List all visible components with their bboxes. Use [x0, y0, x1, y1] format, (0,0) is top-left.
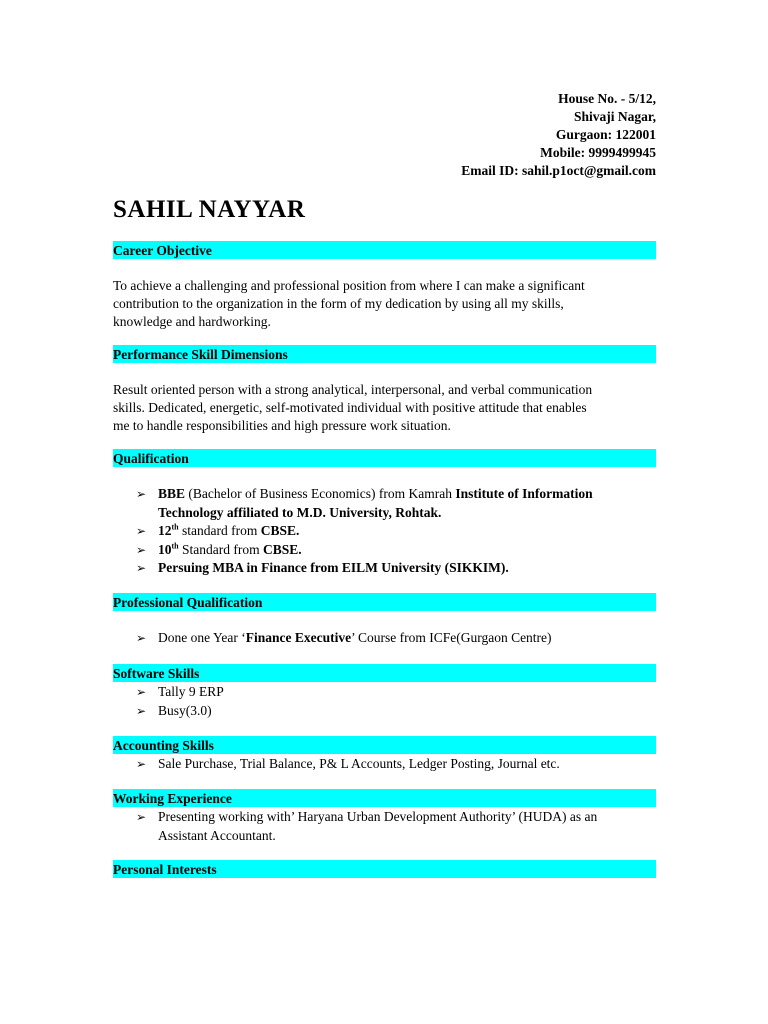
board-name: CBSE. [260, 523, 300, 538]
degree-name: BBE [158, 486, 186, 501]
standard-number: 12 [158, 523, 172, 538]
email-line: Email ID: sahil.p1oct@gmail.com [461, 163, 656, 178]
standard-text: Standard from [178, 541, 263, 557]
performance-line: Result oriented person with a strong analytical, interpersonal, and verbal communication [113, 382, 593, 397]
course-suffix: ’ Course from ICFe(Gurgaon Centre) [351, 630, 552, 645]
city-line: Gurgaon: 122001 [555, 127, 656, 142]
arrowhead-bullet-icon: ➢ [136, 631, 147, 645]
arrowhead-bullet-icon: ➢ [136, 542, 147, 557]
list-item [136, 683, 656, 702]
section-heading-professional-qualification: Professional Qualification [113, 593, 656, 611]
list-item [136, 629, 656, 648]
arrowhead-bullet-icon: ➢ [136, 810, 147, 824]
performance-line: me to handle responsibilities and high pressure work situation. [113, 418, 451, 433]
experience-line: Presenting working with’ Haryana Urban Development Authority’ (HUDA) as an [158, 809, 598, 824]
arrowhead-bullet-icon: ➢ [136, 703, 147, 718]
arrowhead-bullet-icon: ➢ [136, 524, 147, 538]
arrowhead-bullet-icon: ➢ [136, 561, 147, 575]
section-heading-personal-interests: Personal Interests [113, 860, 656, 878]
course-prefix: Done one Year ‘ [158, 630, 246, 645]
performance-line: skills. Dedicated, energetic, self-motivated individual with positive attitude that enables [113, 400, 587, 415]
standard-number: 10 [158, 541, 172, 557]
arrowhead-bullet-icon: ➢ [136, 487, 147, 501]
performance-text [113, 381, 656, 435]
standard-text: standard from [178, 523, 261, 538]
section-heading-accounting-skills: Accounting Skills [113, 736, 656, 754]
mobile-line: Mobile: 9999499945 [540, 145, 656, 160]
contact-block [461, 90, 656, 180]
working-experience-list [136, 808, 656, 845]
list-item [136, 541, 656, 560]
list-item [136, 522, 656, 541]
career-objective-text [113, 277, 656, 331]
degree-description: (Bachelor of Business Economics) from Kamrah [185, 486, 456, 501]
section-heading-working-experience: Working Experience [113, 789, 656, 807]
mba-text: Persuing MBA in Finance from EILM University (SIKKIM). [158, 560, 509, 575]
address-line-1: House No. - 5/12, [558, 91, 656, 106]
list-item [136, 559, 656, 578]
list-item [136, 755, 656, 774]
software-skill: Tally 9 ERP [158, 684, 224, 699]
course-name: Finance Executive [245, 630, 352, 645]
board-name: CBSE. [262, 541, 302, 557]
section-heading-qualification: Qualification [113, 449, 656, 467]
career-objective-line: contribution to the organization in the form of my dedication by using all my skills, [113, 296, 564, 311]
career-objective-line: knowledge and hardworking. [113, 314, 271, 329]
address-line-2: Shivaji Nagar, [573, 109, 656, 124]
ordinal-suffix: th [171, 541, 179, 550]
section-heading-career-objective: Career Objective [113, 241, 656, 259]
accounting-skill: Sale Purchase, Trial Balance, P& L Accounts, Ledger Posting, Journal etc. [158, 756, 560, 771]
section-heading-performance: Performance Skill Dimensions [113, 345, 656, 363]
professional-qualification-list [136, 629, 656, 648]
list-item [136, 702, 656, 721]
qualification-list [136, 485, 656, 578]
institute-affiliation: Technology affiliated to M.D. University, Rohtak. [158, 504, 442, 520]
candidate-name: SAHIL NAYYAR [113, 196, 306, 223]
section-heading-software-skills: Software Skills [113, 664, 656, 682]
arrowhead-bullet-icon: ➢ [136, 685, 147, 699]
ordinal-suffix: th [171, 522, 179, 532]
career-objective-line: To achieve a challenging and professional position from where I can make a significant [113, 278, 585, 293]
experience-line: Assistant Accountant. [158, 827, 276, 843]
software-skill: Busy(3.0) [158, 702, 212, 718]
software-skills-list [136, 683, 656, 720]
list-item [136, 808, 656, 845]
accounting-skills-list [136, 755, 656, 774]
arrowhead-bullet-icon: ➢ [136, 757, 147, 771]
list-item [136, 485, 656, 522]
institute-name: Institute of Information [455, 486, 593, 501]
